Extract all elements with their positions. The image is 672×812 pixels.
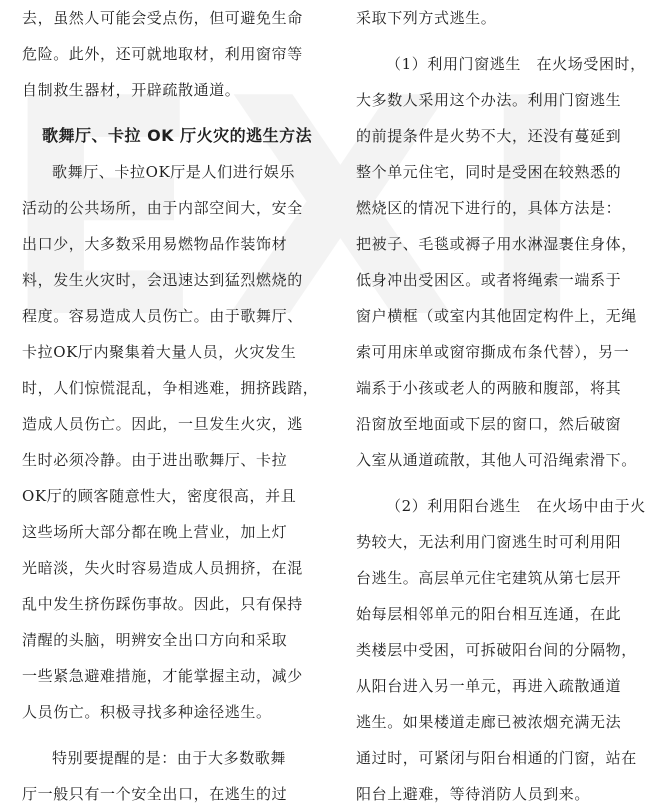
text-line: 从阳台进入另一单元，再进入疏散通道 — [356, 677, 622, 695]
text-line: 乱中发生挤伤踩伤事故。因此，只有保持 — [22, 595, 303, 613]
text-line: 自制救生器材，开辟疏散通道。 — [22, 81, 241, 99]
text-line: 低身冲出受困区。或者将绳索一端系于 — [356, 271, 622, 289]
text-line: 清醒的头脑，明辨安全出口方向和采取 — [22, 631, 288, 649]
right-column — [356, 0, 668, 812]
text-line: 人员伤亡。积极寻找多种途径逃生。 — [22, 703, 272, 721]
text-line: 一些紧急避难措施，才能掌握主动，减少 — [22, 667, 303, 685]
text-line: 势较大，无法利用门窗逃生时可利用阳 — [356, 533, 622, 551]
text-line: 料，发生火灾时，会迅速达到猛烈燃烧的 — [22, 271, 303, 289]
text-line: 通过时，可紧闭与阳台相通的门窗，站在 — [356, 749, 637, 767]
text-line: 去，虽然人可能会受点伤，但可避免生命 — [22, 9, 303, 27]
text-line: 沿窗放至地面或下层的窗口，然后破窗 — [356, 415, 622, 433]
text-line: 造成人员伤亡。因此，一旦发生火灾，逃 — [22, 415, 303, 433]
numbered-item-heading: （1）利用门窗逃生 在火场受困时， — [386, 55, 646, 73]
text-line: 大多数人采用这个办法。利用门窗逃生 — [356, 91, 622, 109]
text-line: 索可用床单或窗帘撕成布条代替），另一 — [356, 343, 630, 361]
text-line: OK厅的顾客随意性大，密度很高，并且 — [22, 487, 297, 505]
text-line: 活动的公共场所，由于内部空间大，安全 — [22, 199, 303, 217]
text-line: 入室从通道疏散，其他人可沿绳索滑下。 — [356, 451, 637, 469]
text-line: 端系于小孩或老人的两腋和腹部，将其 — [356, 379, 622, 397]
text-line: 窗户横框（或室内其他固定构件上，无绳 — [356, 307, 637, 325]
text-line: 特别要提醒的是：由于大多数歌舞 — [52, 749, 287, 767]
text-line: 把被子、毛毯或褥子用水淋湿裹住身体， — [356, 235, 637, 253]
text-line: 危险。此外，还可就地取材，利用窗帘等 — [22, 45, 303, 63]
section-heading: 歌舞厅、卡拉 OK 厅火灾的逃生方法 — [42, 126, 313, 145]
text-line: 类楼层中受困，可拆破阳台间的分隔物， — [356, 641, 637, 659]
text-line: 采取下列方式逃生。 — [356, 9, 497, 27]
text-line: 阳台上避难，等待消防人员到来。 — [356, 785, 591, 803]
left-column — [22, 0, 334, 812]
text-line: 时，人们惊慌混乱，争相逃难，拥挤践踏， — [22, 379, 319, 397]
text-line: 生时必须冷静。由于进出歌舞厅、卡拉 — [22, 451, 288, 469]
text-line: 燃烧区的情况下进行的，具体方法是： — [356, 199, 622, 217]
text-line: 光暗淡，失火时容易造成人员拥挤，在混 — [22, 559, 303, 577]
text-line: 歌舞厅、卡拉OK厅是人们进行娱乐 — [52, 163, 296, 181]
text-line: 台逃生。高层单元住宅建筑从第七层开 — [356, 569, 622, 587]
text-line: 程度。容易造成人员伤亡。由于歌舞厅、 — [22, 307, 303, 325]
text-line: 这些场所大部分都在晚上营业，加上灯 — [22, 523, 288, 541]
numbered-item-heading: （2）利用阳台逃生 在火场中由于火 — [386, 497, 646, 515]
text-line: 卡拉OK厅内聚集着大量人员，火灾发生 — [22, 343, 297, 361]
text-line: 始每层相邻单元的阳台相互连通，在此 — [356, 605, 622, 623]
text-line: 的前提条件是火势不大，还没有蔓延到 — [356, 127, 622, 145]
text-line: 逃生。如果楼道走廊已被浓烟充满无法 — [356, 713, 622, 731]
text-line: 厅一般只有一个安全出口，在逃生的过 — [22, 785, 288, 803]
text-line: 出口少，大多数采用易燃物品作装饰材 — [22, 235, 288, 253]
text-line: 整个单元住宅，同时是受困在较熟悉的 — [356, 163, 622, 181]
